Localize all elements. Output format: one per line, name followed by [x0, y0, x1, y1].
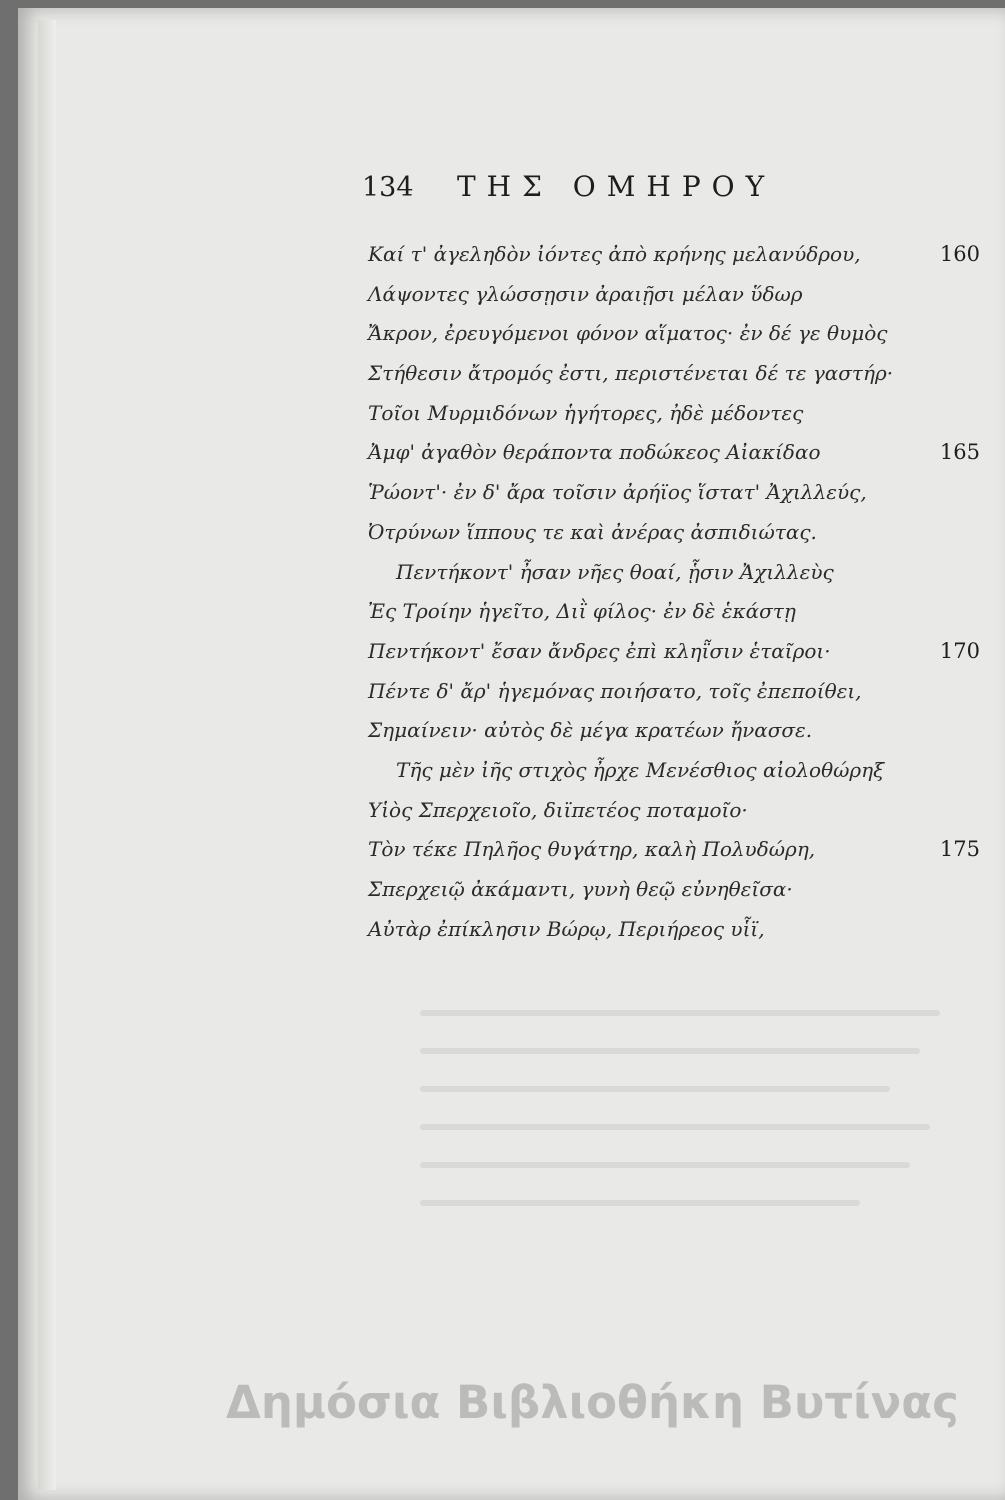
verse-text: Υἱὸς Σπερχειοῖο, διϊπετέος ποταμοῖο·: [368, 797, 748, 822]
line-number: 160: [939, 242, 980, 266]
verse-line: [368, 282, 980, 322]
verse-text: Τῆς μὲν ἰῆς στιχὸς ἦρχε Μενέσθιος αἰολοθώρηξ: [396, 757, 885, 782]
page-number: 134: [362, 172, 414, 203]
verse-line: [368, 758, 980, 798]
page-edge: [38, 20, 56, 1490]
verse-text: Πεντήκοντ' ἔσαν ἄνδρες ἐπὶ κληῗσιν ἑταῖροι·: [368, 638, 831, 663]
line-number: 175: [939, 837, 980, 862]
verse-line: [368, 520, 980, 560]
show-through-line: [420, 1124, 930, 1130]
verse-line: [368, 877, 980, 917]
verse-text: Πέντε δ' ἄρ' ἡγεμόνας ποιήσατο, τοῖς ἐπεποίθει,: [368, 678, 862, 703]
verse-text: Ἀμφ' ἀγαθὸν θεράποντα ποδώκεος Αἰακίδαο: [368, 440, 821, 465]
verse-text: Τὸν τέκε Πηλῆος θυγάτηρ, καλὴ Πολυδώρη,: [368, 837, 816, 862]
line-number: 165: [939, 440, 980, 465]
verse-line: [368, 401, 980, 441]
verse-line: [368, 599, 980, 639]
verse-line: [368, 242, 980, 282]
verse-text: Ἐς Τροίην ἡγεῖτο, Διῒ φίλος· ἐν δὲ ἑκάστῃ: [368, 599, 796, 624]
verse-line: [368, 480, 980, 520]
verse-text: Σπερχειῷ ἀκάμαντι, γυνὴ θεῷ εὐνηθεῖσα·: [368, 877, 793, 901]
verse-line: [368, 361, 980, 401]
verse-text: Ὀτρύνων ἵππους τε καὶ ἀνέρας ἀσπιδιώτας.: [368, 519, 817, 544]
running-title: ΤΗΣ ΟΜΗΡΟΥ: [457, 170, 776, 203]
verse-line: [368, 639, 980, 679]
verse-line: [368, 679, 980, 719]
show-through-line: [420, 1200, 860, 1206]
verse-line: [368, 440, 980, 480]
verse-line: [368, 321, 980, 361]
verse-text: Καί τ' ἀγεληδὸν ἰόντες ἀπὸ κρήνης μελανύδρου,: [368, 242, 861, 266]
verse-line: [368, 917, 980, 957]
page-header: [362, 170, 822, 214]
verse-text: Τοῖοι Μυρμιδόνων ἡγήτορες, ἠδὲ μέδοντες: [368, 400, 804, 425]
verse-block: [368, 242, 980, 956]
library-watermark: Δημόσια Βιβλιοθήκη Βυτίνας: [226, 1376, 959, 1429]
verse-line: [368, 560, 980, 600]
show-through-line: [420, 1162, 910, 1168]
verse-line: [368, 798, 980, 838]
show-through-line: [420, 1010, 940, 1016]
show-through-line: [420, 1048, 920, 1054]
verse-text: Ἄκρον, ἐρευγόμενοι φόνον αἵματος· ἐν δέ γε θυμὸς: [368, 321, 888, 346]
verse-line: [368, 837, 980, 877]
verse-line: [368, 718, 980, 758]
verse-text: Αὐτὰρ ἐπίκλησιν Βώρῳ, Περιήρεος υἷϊ,: [368, 916, 765, 941]
verse-text: Στήθεσιν ἄτρομός ἐστι, περιστένεται δέ τε γαστήρ·: [368, 361, 894, 386]
verse-text: Πεντήκοντ' ἦσαν νῆες θοαί, ᾗσιν Ἀχιλλεὺς: [396, 559, 834, 584]
verse-text: Ῥώοντ'· ἐν δ' ἄρα τοῖσιν ἀρήϊος ἵστατ' Ἀχιλλεύς,: [368, 480, 867, 505]
show-through-line: [420, 1086, 890, 1092]
verse-text: Σημαίνειν· αὐτὸς δὲ μέγα κρατέων ἤνασσε.: [368, 718, 813, 743]
verse-text: Λάψοντες γλώσσῃσιν ἀραιῇσι μέλαν ὕδωρ: [368, 281, 803, 306]
line-number: 170: [939, 638, 980, 663]
